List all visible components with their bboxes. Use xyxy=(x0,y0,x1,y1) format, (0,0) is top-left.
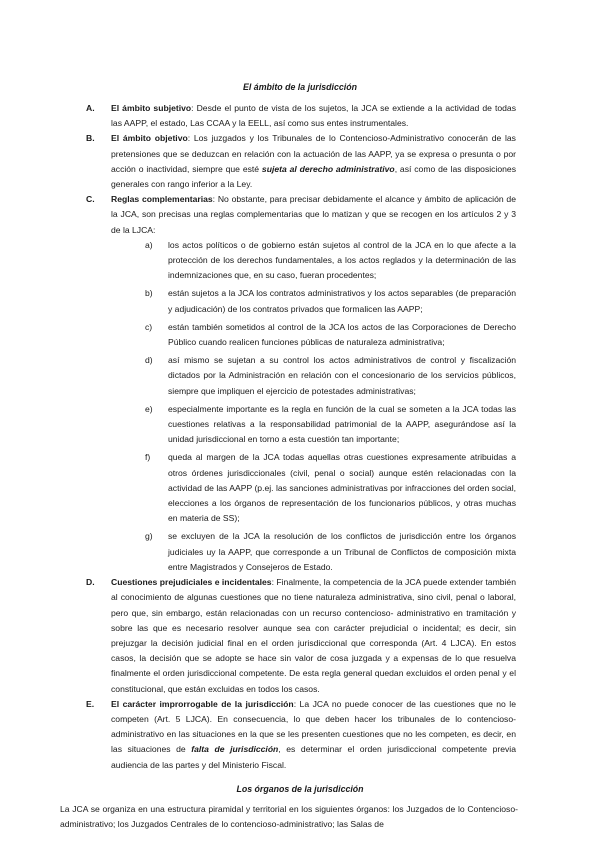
section-emphasis: falta de jurisdicción xyxy=(191,744,279,755)
list-item xyxy=(145,402,516,448)
item-marker: a) xyxy=(145,239,153,250)
list-item xyxy=(145,320,516,350)
section-title: Cuestiones prejudiciales e incidentales xyxy=(111,577,272,588)
section-e xyxy=(86,697,516,773)
section-emphasis: sujeta al derecho administrativo xyxy=(261,163,395,174)
item-marker: g) xyxy=(145,531,153,542)
item-text: están también sometidos al control de la JCA los actos de las Corporaciones de Derecho Público cuando realicen funciones públicas de naturaleza administrativa; xyxy=(168,321,516,348)
section-c xyxy=(86,192,516,575)
section-marker: B. xyxy=(86,133,95,144)
section-marker: A. xyxy=(86,103,95,113)
section-text-end: , es determinar el orden jurisdiccional competente previa audiencia de las partes y del Ministerio Fiscal. xyxy=(111,744,516,770)
item-text: están sujetos a la JCA los contratos administrativos y los actos separables (de preparación y adjudicación) de los contratos privados que formalicen las AAPP; xyxy=(168,288,516,314)
section-b xyxy=(86,131,516,192)
list-item xyxy=(145,286,516,316)
section-a xyxy=(86,101,516,131)
section-title: El ámbito objetivo xyxy=(111,133,188,144)
item-text: así mismo se sujetan a su control los actos administrativos de control y fiscalización dictados por la Administración en relación con el concesionario de los servicios públicos, siempre que impliquen el ejercicio de potestades administrativas; xyxy=(168,355,516,396)
item-marker: d) xyxy=(145,355,153,366)
section-d xyxy=(86,575,516,697)
section-text: : Los juzgados y los Tribunales de lo Contencioso-Administrativo conocerán de las pretensiones que se deduzcan en relación con la actuación de las AAPP, ya se expresa o presunta o por acción o inactividad, siempre que esté xyxy=(111,133,516,174)
section-title: El ámbito subjetivo xyxy=(111,103,192,113)
section-list xyxy=(86,101,516,773)
section-heading-ambito: El ámbito de la jurisdicción xyxy=(243,82,357,92)
section-text: : Desde el punto de vista de los sujetos, la JCA se extiende a la actividad de todas las AAPP, el estado, Las CCAA y la EELL, así como sus entes instrumentales. xyxy=(111,103,516,129)
section-title: Reglas complementarias xyxy=(111,194,213,205)
list-item xyxy=(145,529,516,575)
item-text: especialmente importante es la regla en función de la cual se someten a la JCA todas las cuestiones relativas a la responsabilidad patrimonial de la AAPP, asegurándose así la unidad jurisdiccional en torno a esta cuestión tan importante; xyxy=(168,403,516,445)
item-text: se excluyen de la JCA la resolución de los conflictos de jurisdicción entre los órganos judiciales uy la AAPP, que corresponde a un Tribunal de Conflictos de composición mixta entre Magistrados y Consejeros de Estado. xyxy=(168,531,516,572)
section-marker: C. xyxy=(86,194,95,205)
item-marker: b) xyxy=(145,288,153,299)
list-item xyxy=(145,353,516,399)
section-text: : Finalmente, la competencia de la JCA puede extender también al conocimiento de algunas cuestiones que no tiene naturaleza administrativa, sino civil, penal o laboral, pero que, sin embargo, están relacionadas con un recurso contencioso- administrativo en tramitación y sobre las que es necesario resolver aunque sea con carácter prejudicial o incidental; es decir, sin prejuzgar la decisión judicial final en el orden jurisdiccional que corresponda (Art. 4 LJCA). En estos casos, la decisión que se adopte se hace sin valor de cosa juzgada y a expensas de lo que resuelva finalmente el orden jurisdiccional competente. De esta regla general quedan excluidos el orden penal y el constitucional, que están excluidas en todos los casos. xyxy=(111,577,516,694)
item-text: queda al margen de la JCA todas aquellas otras cuestiones expresamente atribuidas a otros órdenes jurisdiccionales (civil, penal o social) aunque estén relacionadas con la actividad de las AAPP (p.ej. las sanciones administrativas por infracciones del orden social, elecciones a los órganos de representación de los funcionarios públicos, y otras muchas en materia de SS); xyxy=(168,452,516,524)
item-marker: e) xyxy=(145,403,153,414)
item-text: los actos políticos o de gobierno están sujetos al control de la JCA en lo que afecte a la protección de los derechos fundamentales, a los actos reglados y la determinación de las indemnizaciones que, en su caso, fueran procedentes; xyxy=(168,239,516,281)
section-marker: D. xyxy=(86,577,95,588)
section-text-end: , así como de las disposiciones generales con rango inferior a la Ley. xyxy=(111,163,516,190)
rules-list xyxy=(111,238,516,575)
section-text: : La JCA no puede conocer de las cuestiones que no le competen (Art. 5 LJCA). En consecuencia, lo que deben hacer los tribunales de lo contencioso- administrativo en las situaciones en la que se les presenten cuestiones que no les competen, es decir, en las situaciones de xyxy=(111,698,516,755)
list-item xyxy=(145,450,516,526)
section-title: El carácter improrrogable de la jurisdicción xyxy=(111,698,294,709)
section-heading-organos: Los órganos de la jurisdicción xyxy=(236,784,364,794)
item-marker: f) xyxy=(145,452,151,463)
closing-paragraph: La JCA se organiza en una estructura piramidal y territorial en los siguientes órganos: los Juzgados de lo Contencioso-administrativo; los Juzgados Centrales de lo contencioso-administrativo; las Salas de xyxy=(60,804,518,830)
section-text: : No obstante, para precisar debidamente el alcance y ámbito de aplicación de la JCA, son precisas una reglas complementarias que lo matizan y que se recogen en los artículos 2 y 3 de la LJCA: xyxy=(111,194,516,235)
list-item xyxy=(145,238,516,284)
item-marker: c) xyxy=(145,321,153,332)
section-marker: E. xyxy=(86,698,95,709)
